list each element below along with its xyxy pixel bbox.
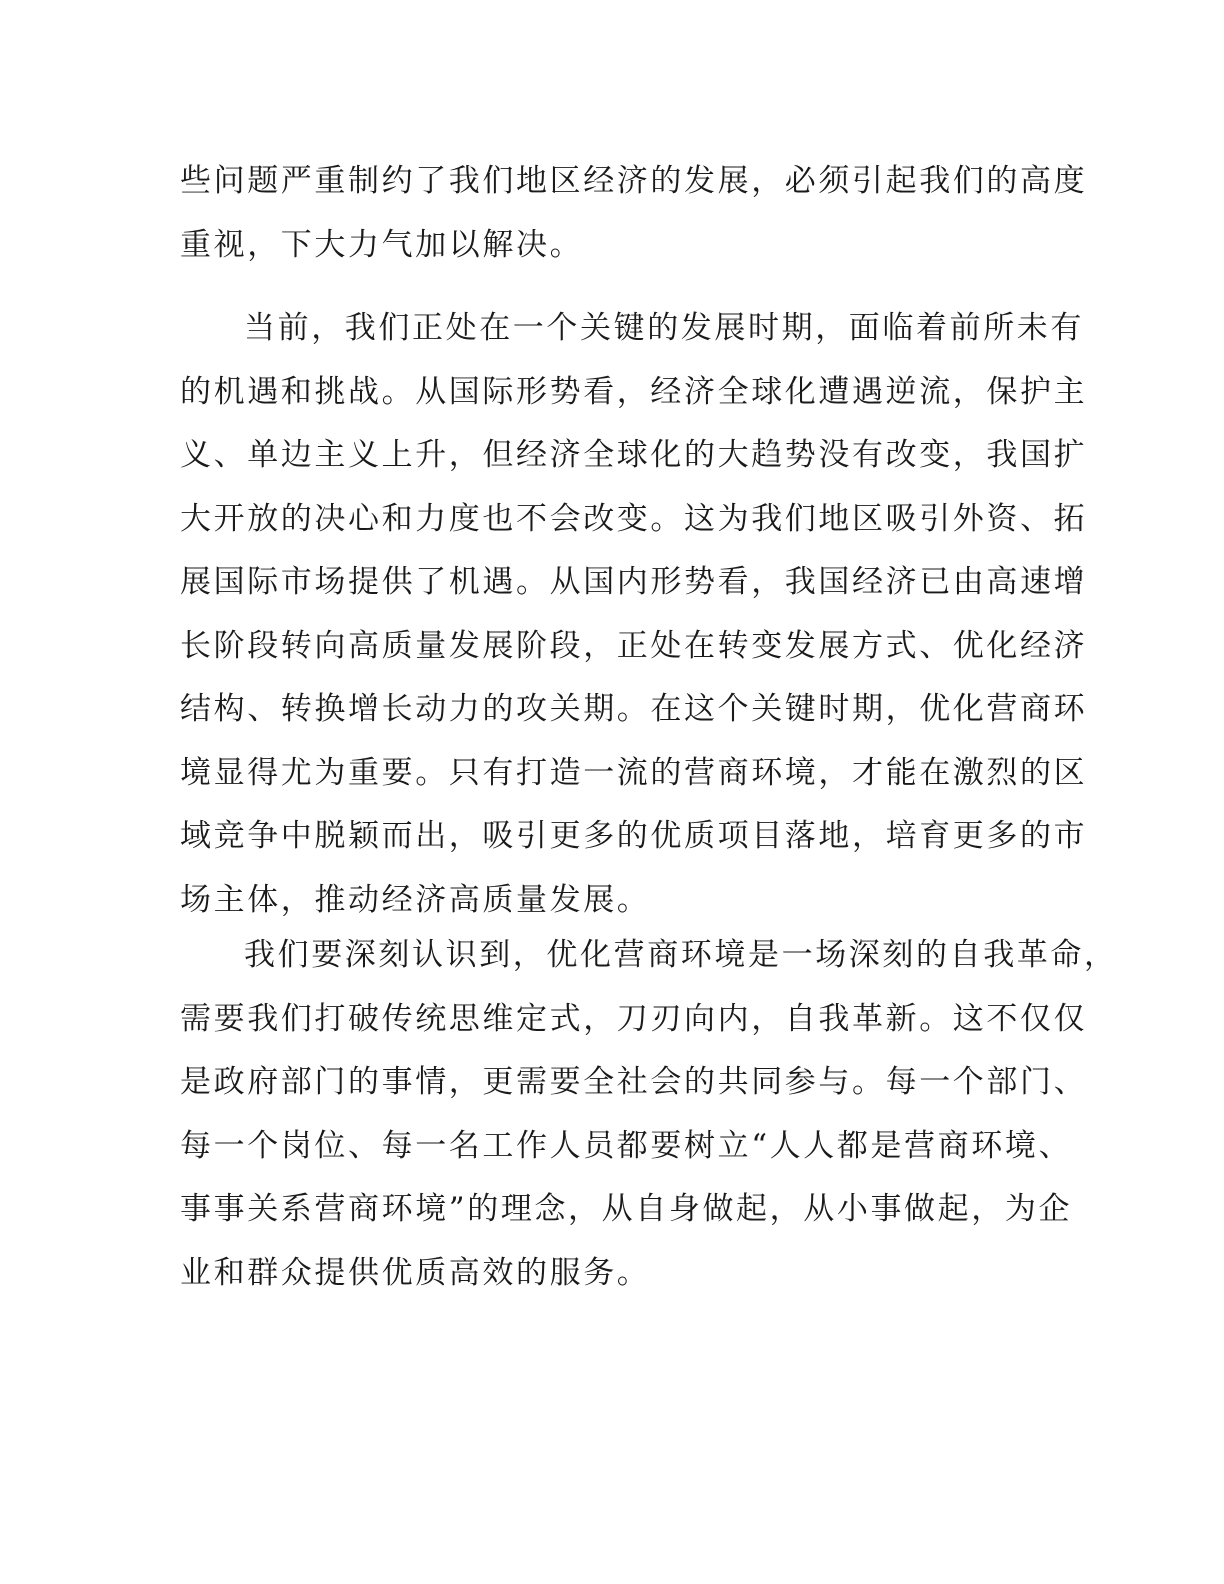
text-line: 义、单边主义上升，但经济全球化的大趋势没有改变，我国扩 <box>180 437 1088 473</box>
text-line: 业和群众提供优质高效的服务。 <box>180 1254 651 1291</box>
text-line: 事事关系营商环境”的理念，从自身做起，从小事做起，为企 <box>180 1191 1073 1227</box>
text-line: 场主体，推动经济高质量发展。 <box>180 881 651 918</box>
text-line: 境显得尤为重要。只有打造一流的营商环境，才能在激烈的区 <box>180 754 1088 791</box>
paragraph-development-period <box>180 297 1088 932</box>
text-line: 我们要深刻认识到，优化营商环境是一场深刻的自我革命， <box>244 937 1118 973</box>
text-line: 大开放的决心和力度也不会改变。这为我们地区吸引外资、拓 <box>180 500 1088 537</box>
text-line: 长阶段转向高质量发展阶段，正处在转变发展方式、优化经济 <box>180 627 1088 664</box>
text-line: 是政府部门的事情，更需要全社会的共同参与。每一个部门、 <box>180 1064 1088 1100</box>
text-line: 重视，下大力气加以解决。 <box>180 226 584 263</box>
text-line: 展国际市场提供了机遇。从国内形势看，我国经济已由高速增 <box>180 564 1088 600</box>
text-line: 些问题严重制约了我们地区经济的发展，必须引起我们的高度 <box>180 163 1088 199</box>
text-line: 结构、转换增长动力的攻关期。在这个关键时期，优化营商环 <box>180 691 1088 727</box>
text-line: 当前，我们正处在一个关键的发展时期，面临着前所未有 <box>244 310 1084 346</box>
text-line: 需要我们打破传统思维定式，刀刃向内，自我革新。这不仅仅 <box>180 1000 1088 1037</box>
text-line: 的机遇和挑战。从国际形势看，经济全球化遭遇逆流，保护主 <box>180 373 1088 410</box>
text-line: 域竞争中脱颖而出，吸引更多的优质项目落地，培育更多的市 <box>180 818 1088 854</box>
paragraph-self-revolution <box>180 924 1118 1305</box>
paragraph-continuation <box>180 150 1088 277</box>
text-line: 每一个岗位、每一名工作人员都要树立“人人都是营商环境、 <box>180 1127 1073 1164</box>
